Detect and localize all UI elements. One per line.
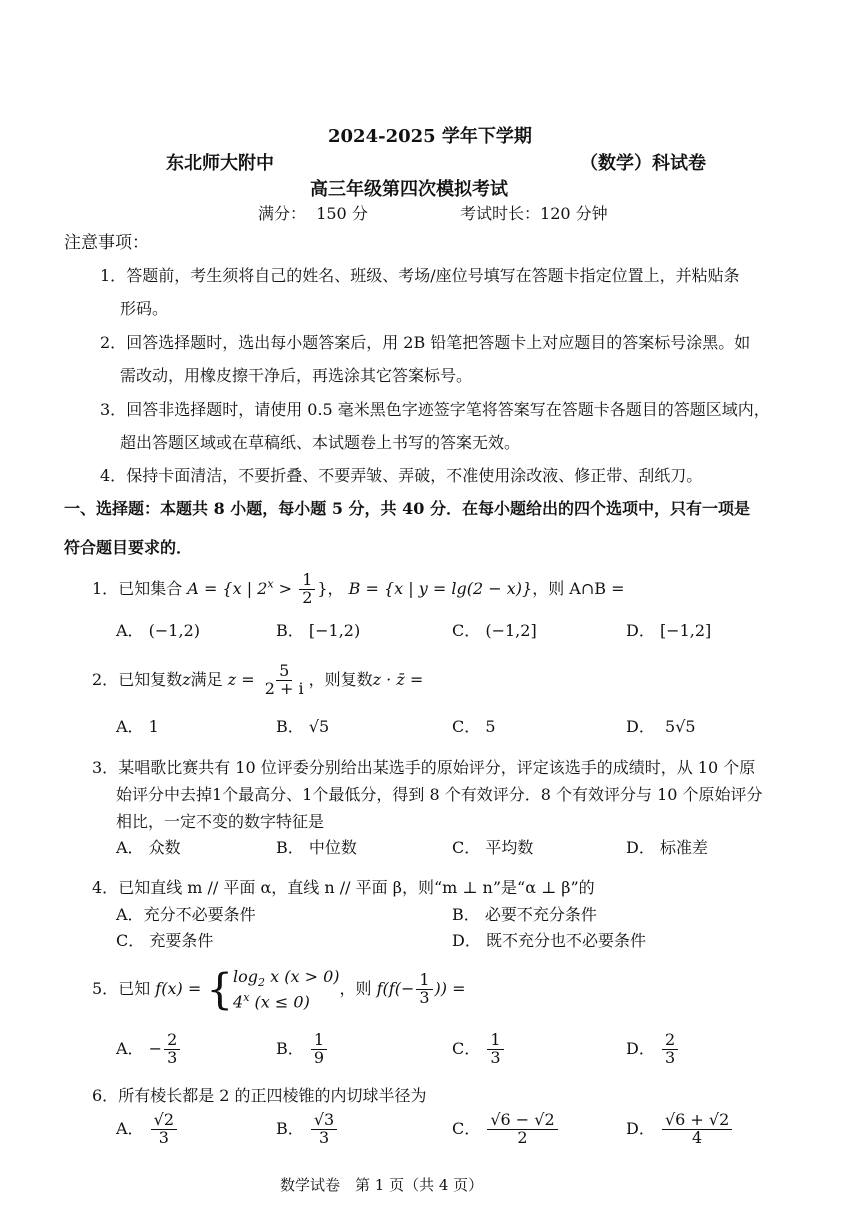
question-5-stem: 5．已知 f(x) = { $\log_2 x$ (x > 0) 4$^x$ (x ≤ 0) ，则 f(f(− $\frac{1}{3}$ )) = — [92, 964, 466, 1014]
question-4-option[interactable]: D． 既不充分也不必要条件 — [452, 931, 646, 950]
question-6-option[interactable]: A． $\frac{√2}{3}$ — [116, 1112, 179, 1147]
question-6-stem: 6．所有棱长都是 2 的正四棱锥的内切球半径为 — [92, 1086, 427, 1105]
school-name: 东北师大附中 — [166, 153, 274, 174]
question-3-option[interactable]: C． 平均数 — [452, 838, 534, 857]
question-5-option[interactable]: C． $\frac{1}{3}$ — [452, 1032, 506, 1067]
question-2-option[interactable]: D． 5√5 — [626, 717, 696, 736]
question-4-stem: 4．已知直线 m // 平面 α，直线 n // 平面 β，则“m ⊥ n”是“α ⊥ β”的 — [92, 878, 595, 897]
note-item: 2．回答选择题时，选出每小题答案后，用 2B 铅笔把答题卡上对应题目的答案标号涂黑。如 — [100, 333, 751, 352]
question-6-option[interactable]: C． $\frac{√6 - √2}{2}$ — [452, 1112, 560, 1147]
note-item: 1．答题前，考生须将自己的姓名、班级、考场/座位号填写在答题卡指定位置上，并粘贴条 — [100, 266, 740, 285]
question-2-option[interactable]: A． 1 — [116, 717, 159, 736]
note-item: 3．回答非选择题时，请使用 0.5 毫米黑色字迹签字笔将答案写在答题卡各题目的答题区域内， — [100, 400, 770, 419]
exam-duration: 考试时长：120 分钟 — [460, 204, 608, 223]
question-4-option[interactable]: B． 必要不充分条件 — [452, 905, 597, 924]
question-1-stem: 1．已知集合 A = {x | $2^x$ > $\frac{1}{2}$ }， B = {x | y = lg(2 − x)}，则 A∩B = — [92, 570, 625, 607]
notes-title: 注意事项： — [64, 233, 149, 253]
question-5-option[interactable]: D． $\frac{2}{3}$ — [626, 1032, 680, 1067]
question-4-option[interactable]: A．充分不必要条件 — [116, 905, 256, 924]
question-3-stem: 3．某唱歌比赛共有 10 位评委分别给出某选手的原始评分，评定该选手的成绩时，从 10 个原 — [92, 758, 756, 777]
section-heading: 一、选择题：本题共 8 小题，每小题 5 分，共 40 分．在每小题给出的四个选项中，只有一项是 — [64, 499, 750, 518]
question-2-option[interactable]: B． √5 — [276, 717, 330, 736]
question-6-option[interactable]: B． $\frac{√3}{3}$ — [276, 1112, 339, 1147]
exam-title: 高三年级第四次模拟考试 — [310, 179, 508, 200]
question-1-option[interactable]: B． [−1,2) — [276, 621, 361, 640]
question-3-option[interactable]: B． 中位数 — [276, 838, 357, 857]
question-3-stem-cont: 相比，一定不变的数字特征是 — [116, 812, 325, 831]
question-1-option[interactable]: D． [−1,2] — [626, 621, 712, 640]
note-item: 4．保持卡面清洁，不要折叠、不要弄皱、弄破，不准使用涂改液、修正带、刮纸刀。 — [100, 466, 703, 485]
question-5-option[interactable]: A． − $\frac{2}{3}$ — [116, 1032, 182, 1067]
question-3-option[interactable]: A． 众数 — [116, 838, 181, 857]
full-score: 满分： 150 分 — [258, 204, 368, 223]
note-item-cont: 超出答题区域或在草稿纸、本试题卷上书写的答案无效。 — [120, 433, 521, 452]
question-3-option[interactable]: D． 标准差 — [626, 838, 708, 857]
section-heading-cont: 符合题目要求的． — [64, 538, 193, 557]
question-1-option[interactable]: C． (−1,2] — [452, 621, 537, 640]
question-2-stem: 2．已知复数z满足 z = $\frac{5}{2 + i}$ ，则复数z · z̄ = — [92, 661, 424, 698]
question-4-option[interactable]: C． 充要条件 — [116, 931, 214, 950]
question-1-option[interactable]: A． (−1,2) — [116, 621, 200, 640]
question-3-stem-cont: 始评分中去掉1个最高分、1个最低分，得到 8 个有效评分．8 个有效评分与 10 个原始评分 — [116, 785, 763, 804]
page-footer: 数学试卷 第 1 页（共 4 页） — [280, 1176, 484, 1194]
question-5-option[interactable]: B． $\frac{1}{9}$ — [276, 1032, 329, 1067]
note-item-cont: 形码。 — [120, 299, 169, 318]
note-item-cont: 需改动，用橡皮擦干净后，再选涂其它答案标号。 — [120, 366, 473, 385]
subject-title: （数学）科试卷 — [580, 153, 706, 174]
question-6-option[interactable]: D． $\frac{√6 + √2}{4}$ — [626, 1112, 734, 1147]
exam-term: 2024-2025 学年下学期 — [328, 126, 532, 147]
question-2-option[interactable]: C． 5 — [452, 717, 496, 736]
